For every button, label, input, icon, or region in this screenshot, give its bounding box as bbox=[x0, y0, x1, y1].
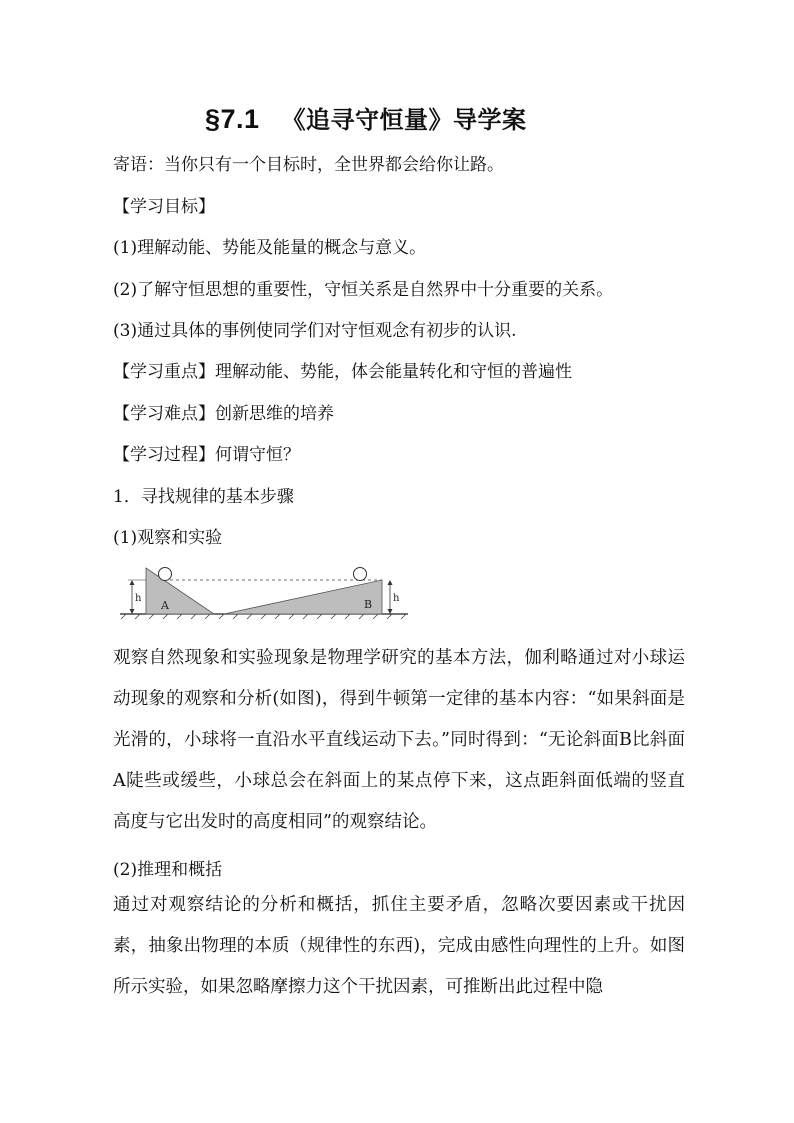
title-text: 《追寻守恒量》导学案 bbox=[281, 105, 527, 134]
ground-hatching bbox=[121, 614, 406, 619]
subheading-observation: (1)观察和实验 bbox=[113, 528, 223, 548]
incline-experiment-figure bbox=[120, 562, 410, 622]
motto: 寄语：当你只有一个目标时，全世界都会给你让路。 bbox=[113, 155, 504, 175]
ball-end bbox=[354, 568, 367, 581]
process-line: 【学习过程】何谓守恒？ bbox=[113, 445, 300, 465]
incline-a-label: A bbox=[161, 599, 169, 612]
section-number: §7.1 bbox=[205, 104, 260, 134]
height-label-right: h bbox=[393, 593, 400, 604]
subheading-reasoning: (2)推理和概括 bbox=[113, 860, 223, 880]
incline-a bbox=[146, 568, 214, 614]
goal-item: (3)通过具体的事例使同学们对守恒观念有初步的认识. bbox=[113, 321, 517, 341]
page-title bbox=[205, 100, 527, 135]
focus-line: 【学习重点】理解动能、势能，体会能量转化和守恒的普遍性 bbox=[113, 362, 572, 382]
difficulty-line: 【学习难点】创新思维的培养 bbox=[113, 404, 334, 424]
incline-b-label: B bbox=[364, 598, 373, 611]
goal-item: (1)理解动能、势能及能量的概念与意义。 bbox=[113, 238, 427, 258]
step-heading: 1．寻找规律的基本步骤 bbox=[113, 487, 294, 507]
goals-heading: 【学习目标】 bbox=[113, 197, 215, 217]
paragraph-observation: 观察自然现象和实验现象是物理学研究的基本方法，伽利略通过对小球运动现象的观察和分析(如图)，得到牛顿第一定律的基本内容：“如果斜面是光滑的，小球将一直沿水平直线运动下去。”同时得到：“无论斜面B比斜面A陡些或缓些，小球总会在斜面上的某点停下来，这点距斜面低端的竖直高度与它出发时的高度相同”的观察结论。 bbox=[113, 648, 685, 832]
height-label-left: h bbox=[135, 593, 142, 604]
ball-start bbox=[159, 568, 172, 581]
goal-item: (2)了解守恒思想的重要性，守恒关系是自然界中十分重要的关系。 bbox=[113, 280, 614, 300]
incline-b bbox=[224, 580, 382, 614]
paragraph-reasoning: 通过对观察结论的分析和概括，抓住主要矛盾，忽略次要因素或干扰因素，抽象出物理的本质（规律性的东西)，完成由感性向理性的上升。如图所示实验，如果忽略摩擦力这个干扰因素，可推断出此过程中隐 bbox=[113, 895, 685, 997]
